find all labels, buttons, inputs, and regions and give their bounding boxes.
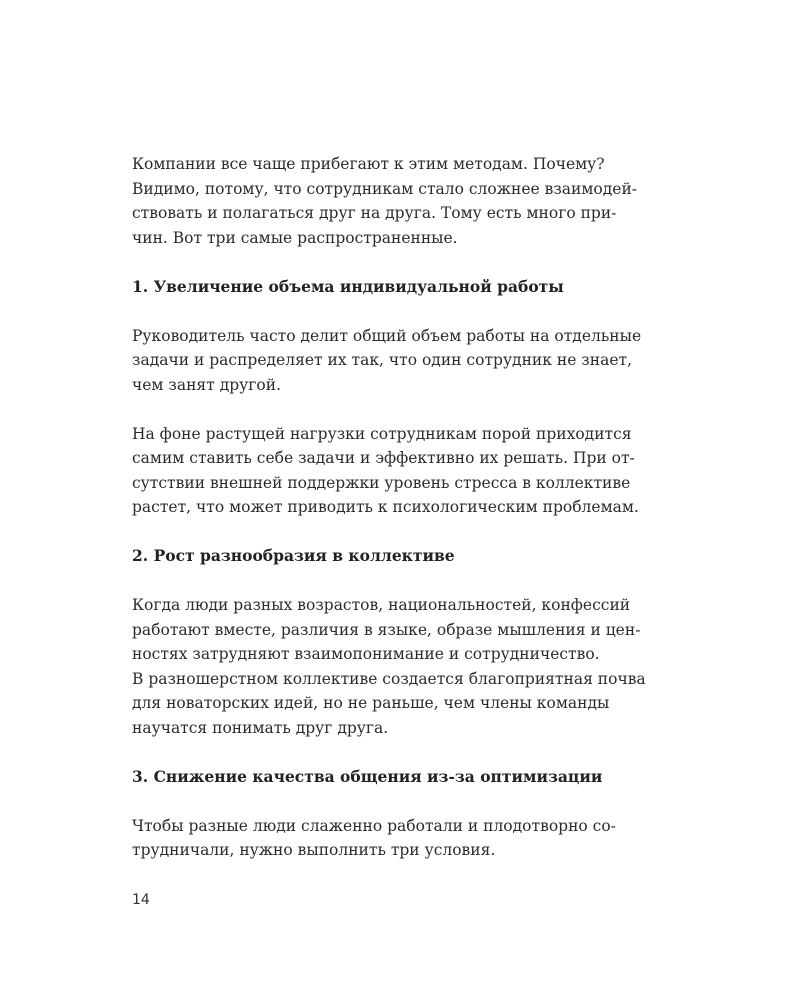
text-line: растет, что может приводить к психологическим проблемам. bbox=[132, 498, 639, 516]
text-line: На фоне растущей нагрузки сотрудникам порой приходится bbox=[132, 424, 632, 443]
paragraph-spacer bbox=[132, 789, 712, 814]
paragraph-spacer bbox=[132, 250, 712, 275]
paragraph-spacer bbox=[132, 520, 712, 545]
paragraph-workload-split bbox=[132, 324, 712, 398]
page-body bbox=[132, 152, 712, 863]
text-line: самим ставить себе задачи и эффективно их решать. При от- bbox=[132, 449, 635, 467]
text-line: трудничали, нужно выполнить три условия. bbox=[132, 841, 496, 859]
text-line: сутствии внешней поддержки уровень стресса в коллективе bbox=[132, 473, 631, 492]
paragraph-spacer bbox=[132, 569, 712, 594]
page-number: 14 bbox=[132, 892, 150, 908]
text-line: чин. Вот три самые распространенные. bbox=[132, 228, 458, 247]
section-heading-1: 1. Увеличение объема индивидуальной работы bbox=[132, 276, 564, 296]
text-line: чем занят другой. bbox=[132, 375, 282, 394]
section-heading-3: 3. Снижение качества общения из-за оптимизации bbox=[132, 766, 603, 786]
paragraph-conditions bbox=[132, 814, 712, 863]
paragraph-spacer bbox=[132, 397, 712, 422]
text-line: Чтобы разные люди слаженно работали и плодотворно со- bbox=[132, 816, 616, 835]
text-line: Руководитель часто делит общий объем работы на отдельные bbox=[132, 326, 642, 345]
text-line: Компании все чаще прибегают к этим методам. Почему? bbox=[132, 155, 605, 173]
text-line: научатся понимать друг друга. bbox=[132, 718, 389, 737]
text-line: задачи и распределяет их так, что один сотрудник не знает, bbox=[132, 351, 633, 369]
paragraph-stress bbox=[132, 422, 712, 520]
paragraph-spacer bbox=[132, 299, 712, 324]
text-line: Когда люди разных возрастов, национальностей, конфессий bbox=[132, 596, 631, 614]
text-line: Видимо, потому, что сотрудникам стало сложнее взаимодей- bbox=[132, 179, 638, 198]
text-line: ствовать и полагаться друг на друга. Тому есть много при- bbox=[132, 204, 617, 222]
paragraph-spacer bbox=[132, 740, 712, 765]
text-line: ностях затрудняют взаимопонимание и сотрудничество. bbox=[132, 645, 600, 663]
section-heading-2: 2. Рост разнообразия в коллективе bbox=[132, 546, 455, 565]
text-line: работают вместе, различия в языке, образе мышления и цен- bbox=[132, 620, 641, 639]
text-line: В разношерстном коллективе создается благоприятная почва bbox=[132, 669, 646, 688]
text-line: для новаторских идей, но не раньше, чем члены команды bbox=[132, 694, 610, 712]
paragraph-diversity bbox=[132, 593, 712, 740]
paragraph-intro bbox=[132, 152, 712, 250]
